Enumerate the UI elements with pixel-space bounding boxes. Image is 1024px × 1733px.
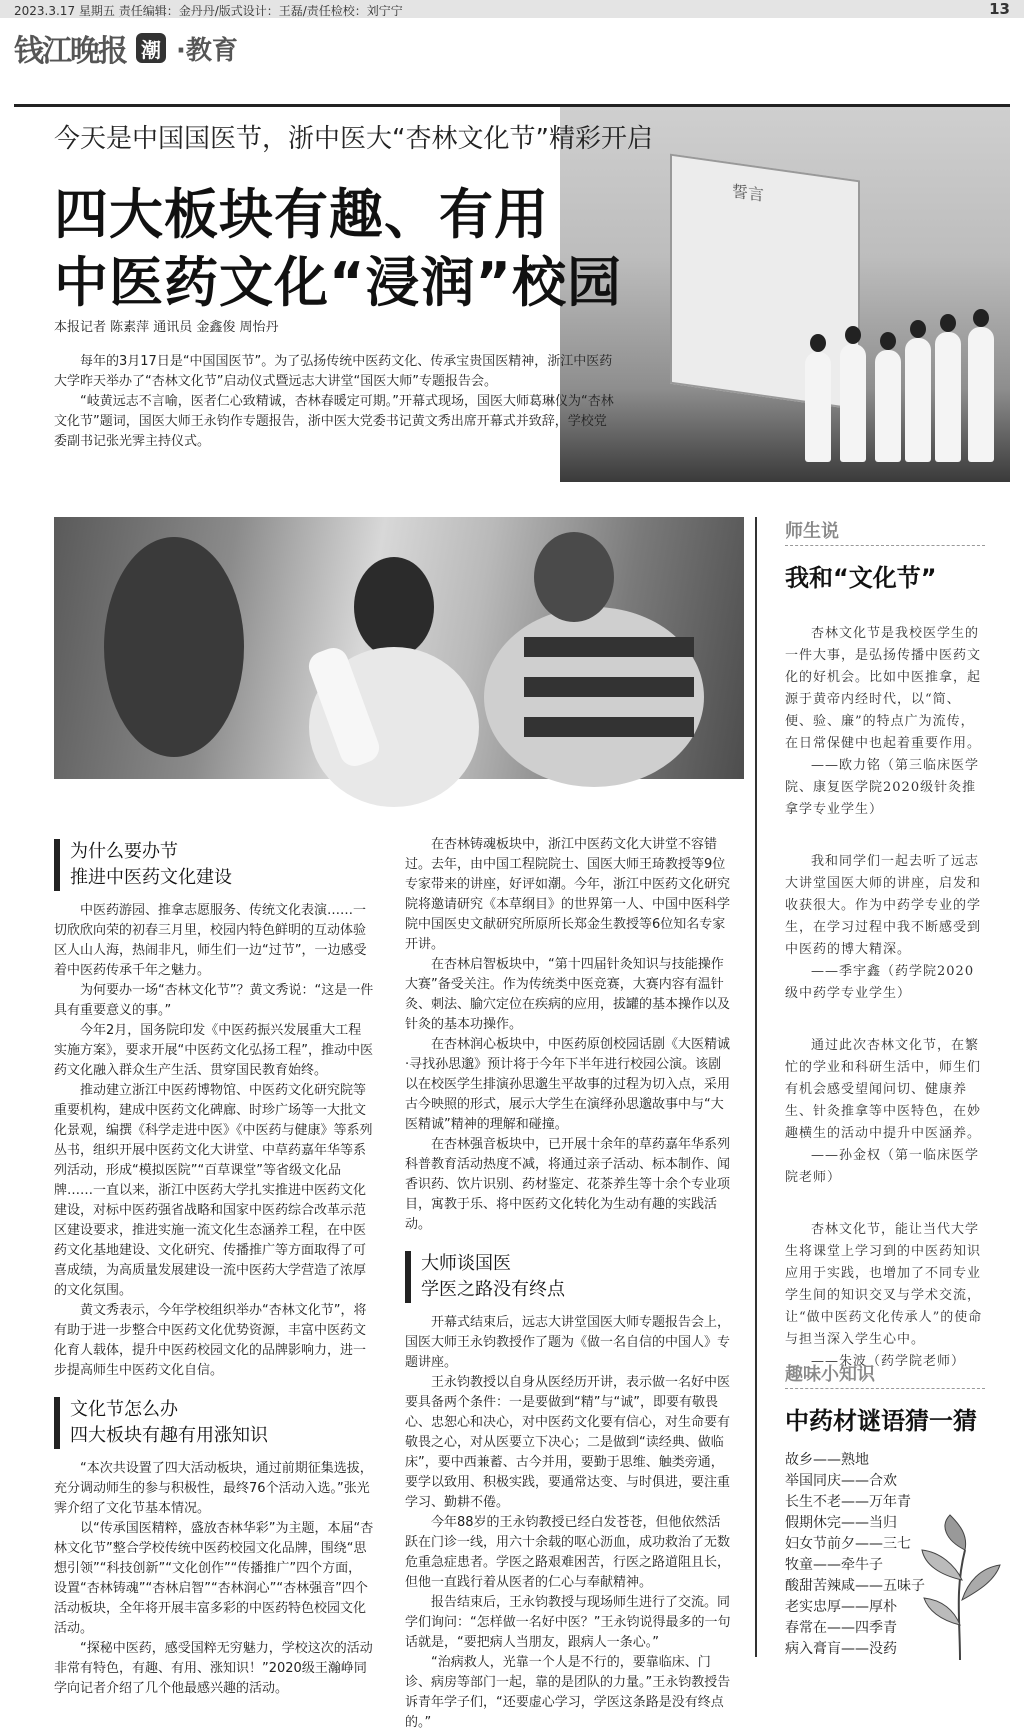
quote-2: 我和同学们一起去听了远志大讲堂国医大师的讲座，启发和收获很大。作为中药学专业的学生，在学习过程中我不断感受到中医药的博大精深。 ——季宇鑫（药学院2020级中药学专业学生） bbox=[785, 854, 982, 1001]
riddle-item: 病入膏肓——没药 bbox=[785, 1641, 897, 1657]
newspaper-logo: 钱江晚报 bbox=[14, 34, 126, 69]
riddle-item: 长生不老——万年青 bbox=[785, 1494, 911, 1510]
subhead-2: 文化节怎么办 四大板块有趣有用涨知识 bbox=[54, 1397, 374, 1449]
trivia-title: 中药材谜语猜一猜 bbox=[785, 1407, 977, 1435]
photo-shapes bbox=[54, 517, 744, 779]
article-kicker: 今天是中国国医节，浙中医大“杏林文化节”精彩开启 bbox=[54, 124, 653, 154]
subhead-3: 大师谈国医 学医之路没有终点 bbox=[405, 1251, 733, 1303]
column-middle: 在杏林铸魂板块中，浙江中医药文化大讲堂不容错过。去年，由中国工程院院士、国医大师王琦教授等9位专家带来的讲座，好评如潮。今年，浙江中医药文化研究院将邀请研究《本草纲目》的世界第一人、中国中医科学院中国医史文献研究所原所长郑金生教授等6位知名专家开讲。 在杏林启智板块中，“第十四届针灸知识与技能操作大赛”备受关注。作为传统类中医竞赛，大赛内容有温针灸、刺法、腧穴定位在疾病的应用，拔罐的基本操作以及针灸的基本功操作。 在杏林润心板块中，中医药原创校园话剧《大医精诚·寻找孙思邈》预计将于今年下半年进行校园公演。该剧以在校医学生排演孙思邈生平故事的过程为切入点，采用古今映照的形式，展示大学生在演绎孙思邈故事中与“大医精诚”精神的理解和碰撞。 在杏林强音板块中，已开展十余年的草药嘉年华系列科普教育活动热度不减，将通过亲子活动、标本制作、闻香识药、饮片识别、药材鉴定、花茶养生等十余个专业项目，寓教于乐、将中医药文化转化为生动有趣的实践活动。 大师谈国医 学医之路没有终点 开幕式结束后，远志大讲堂国医大师专题报告会上，国医大师王永钧教授作了题为《做一名自信的中国人》专题讲座。 王永钧教授以自身从医经历开讲，表示做一名好中医要具备两个条件：一是要做到“精”与“诚”，即要有敬畏心、忠恕心和决心，对中医药文化要有信心，对生命要有敬畏之心，对从医要立下决心；二是做到“读经典、做临床”，要中西兼蓄、古今并用，要勤于思维、触类旁通，要学以致用、积极实践，要通常达变、与时俱进，要注重学习、勤耕不倦。 今年88岁的王永钧教授已经白发苍苍，但他依然活跃在门诊一线，用六十余载的呕心沥血，成功救治了无数危重急症患者。学医之路艰难困苦，行医之路道阻且长，但他一直践行着从医者的仁心与奉献精神。 报告结束后，王永钧教授与现场师生进行了交流。同学们询问：“怎样做一名好中医？”王永钧说得最多的一句话就是，“要把病人当朋友，跟病人一条心。” “治病救人，光靠一个人是不行的，要靠临床、门诊、病房等部门一起，靠的是团队的力量。”王永钧教授告诉青年学子们，“还要虚心学习，学医这条路是没有终点的。” bbox=[405, 835, 733, 1733]
sidebar-teacher-student bbox=[785, 517, 985, 1373]
sidebar-label: 师生说 bbox=[785, 517, 985, 546]
riddle-item: 老实忠厚——厚朴 bbox=[785, 1599, 897, 1615]
lead-text: 每年的3月17日是“中国国医节”。为了弘扬传统中医药文化、传承宝贵国医精神，浙江中医药大学昨天举办了“杏林文化节”启动仪式暨远志大讲堂“国医大师”专题报告会。 “岐黄远志不言喻，医者仁心致精诚，杏林春暖定可期。”开幕式现场，国医大师葛琳仪为“杏林文化节”题词，国医大师王永钧作专题报告，浙中医大党委书记黄文秀出席开幕式并致辞，学校党委副书记张光霁主持仪式。 bbox=[54, 354, 614, 449]
headline-line-2: 中医药文化“浸润”校园 bbox=[54, 251, 622, 314]
byline: 本报记者 陈素萍 通讯员 金鑫俊 周怡丹 bbox=[54, 320, 279, 335]
riddle-item: 春常在——四季青 bbox=[785, 1620, 897, 1636]
quote-3: 通过此次杏林文化节，在繁忙的学业和科研生活中，师生们有机会感受望闻问切、健康养生、针灸推拿等中医特色，在妙趣横生的活动中提升中医涵养。 ——孙金权（第一临床医学院老师） bbox=[785, 1038, 982, 1185]
riddle-item: 牧童——牵牛子 bbox=[785, 1557, 883, 1573]
riddle-item: 妇女节前夕——三七 bbox=[785, 1536, 911, 1552]
subhead-1: 为什么要办节 推进中医药文化建设 bbox=[54, 839, 374, 891]
screen-caption: 誓言 bbox=[732, 181, 765, 205]
tide-badge: 潮 bbox=[136, 33, 166, 63]
masthead bbox=[14, 28, 238, 68]
herb-illustration bbox=[910, 1510, 1010, 1660]
page-header-info: 2023.3.17 星期五 责任编辑：金丹丹/版式设计：王磊/责任检校：刘宁宁 bbox=[14, 4, 403, 18]
riddle-item: 酸甜苦辣咸——五味子 bbox=[785, 1578, 925, 1594]
riddle-item: 假期休完——当归 bbox=[785, 1515, 897, 1531]
section-name: ·教育 bbox=[176, 35, 238, 66]
students-activity-photo bbox=[54, 517, 744, 779]
quote-1: 杏林文化节是我校医学生的一件大事，是弘扬传播中医药文化的好机会。比如中医推拿，起源于黄帝内经时代，以“简、便、验、廉”的特点广为流传，在日常保健中也起着重要作用。 ——欧力铭（第三临床医学院、康复医学院2020级针灸推拿学专业学生） bbox=[785, 626, 982, 817]
sidebar-title: 我和“文化节” bbox=[785, 564, 937, 592]
riddle-item: 故乡——熟地 bbox=[785, 1452, 869, 1468]
headline-line-1: 四大板块有趣、有用 bbox=[54, 183, 549, 246]
ceremony-photo bbox=[560, 107, 1010, 482]
column-divider bbox=[755, 517, 757, 1657]
page-number: 13 bbox=[989, 0, 1010, 18]
riddle-item: 举国同庆——合欢 bbox=[785, 1473, 897, 1489]
column-left: 为什么要办节 推进中医药文化建设 中医药游园、推拿志愿服务、传统文化表演……一切欣欣向荣的初春三月里，校园内特色鲜明的互动体验区人山人海，热闹非凡，师生们一边“过节”，一边感受着中医药传承千年之魅力。 为何要办一场“杏林文化节”？黄文秀说：“这是一件具有重要意义的事。” 今年2月，国务院印发《中医药振兴发展重大工程实施方案》，要求开展“中医药文化弘扬工程”，推动中医药文化融入群众生产生活、贯穿国民教育始终。 推动建立浙江中医药博物馆、中医药文化研究院等重要机构，建成中医药文化碑廊、时珍广场等一大批文化景观，编撰《科学走进中医》《中医药与健康》等系列丛书，组织开展中医药文化大讲堂、中草药嘉年华等系列活动，形成“模拟医院”“百草课堂”等省级文化品牌……一直以来，浙江中医药大学扎实推进中医药文化建设，对标中医药强省战略和国家中医药综合改革示范区建设要求，推进实施一流文化生态涵养工程，在中医药文化基地建设、文化研究、传播推广等方面取得了可喜成绩，为高质量发展建设一流中医药大学营造了浓厚的文化氛围。 黄文秀表示，今年学校组织举办“杏林文化节”，将有助于进一步整合中医药文化优势资源，丰富中医药文化育人载体，提升中医药校园文化的品牌影响力，进一步提高师生中医药文化自信。 文化节怎么办 四大板块有趣有用涨知识 “本次共设置了四大活动板块，通过前期征集选拔，充分调动师生的参与积极性，最终76个活动入选。”张光霁介绍了文化节基本情况。 以“传承国医精粹，盛放杏林华彩”为主题，本届“杏林文化节”整合学校传统中医药校园文化品牌，围绕“思想引领”“科技创新”“文化创作”“传播推广”四个方面，设置“杏林铸魂”“杏林启智”“杏林润心”“杏林强音”四个活动板块，全年将开展丰富多彩的中医药特色校园文化活动。 “探秘中医药，感受国粹无穷魅力，学校这次的活动非常有特色，有趣、有用、涨知识！”2020级王瀚峥同学向记者介绍了几个他最感兴趣的活动。 bbox=[54, 841, 374, 1696]
trivia-label: 趣味小知识 bbox=[785, 1360, 985, 1389]
quote-4: 杏林文化节，能让当代大学生将课堂上学习到的中医药知识应用于实践，也增加了不同专业学生间的知识交叉与学术交流，让“做中医药文化传承人”的使命与担当深入学生心中。 ——朱波（药学院老师） bbox=[785, 1222, 983, 1369]
projection-screen bbox=[670, 154, 860, 411]
